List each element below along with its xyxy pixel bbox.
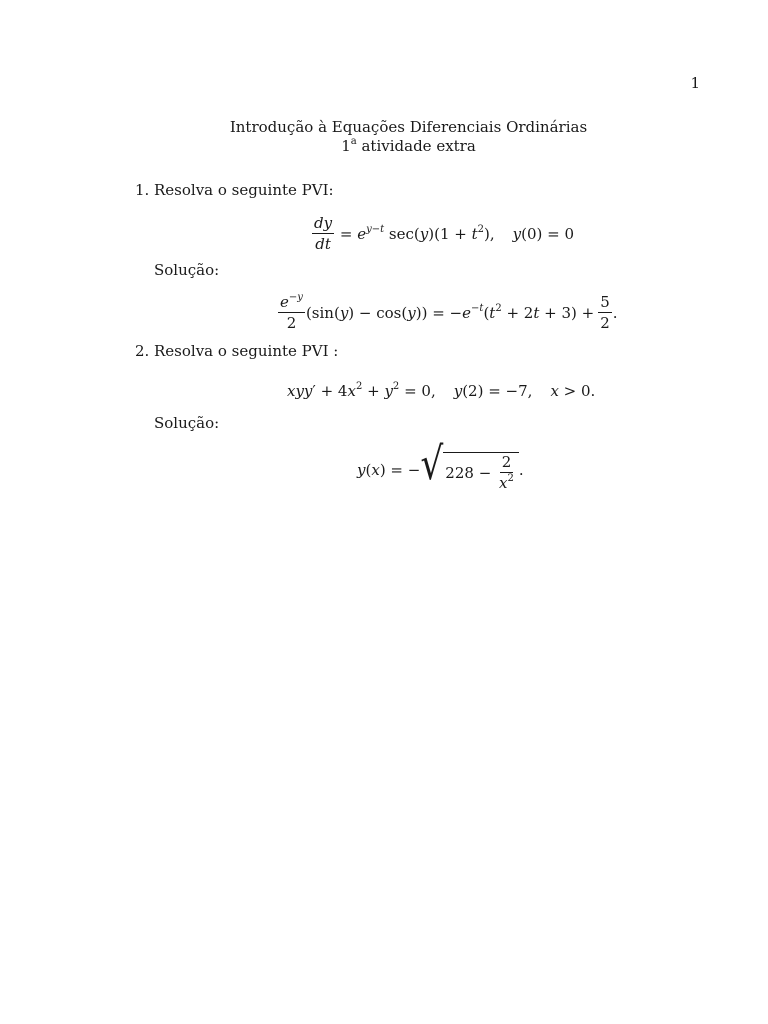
- solution-2: y(x) = − √ 228 − $\frac{2}{x^2}$ .: [357, 438, 524, 492]
- item-1-number: 1.: [135, 181, 150, 199]
- item-1-text: Resolva o seguinte PVI:: [154, 181, 334, 199]
- title-line-1: Introdução à Equações Diferenciais Ordinárias: [229, 118, 588, 136]
- title-line-2: 1$^a$ atividade extra: [341, 136, 476, 155]
- item-2-solution-label: Solução:: [154, 414, 220, 432]
- square-root: √ 228 − $\frac{2}{x^2}$: [420, 448, 519, 492]
- document-title: [0, 118, 768, 156]
- equation-2: $xyy' + 4x^2 + y^2 = 0$, y(2) = −7, x > 0.: [287, 381, 596, 400]
- solution-1: $\frac{e^{-y}}{2}$ $(\sin(y) - \cos(y)) = -e^{-t}(t^2 + 2t + 3)$ + $\frac{5}{2}$ .: [280, 292, 618, 332]
- item-2-text: Resolva o seguinte PVI :: [154, 342, 339, 360]
- page-number: 1: [690, 74, 700, 92]
- item-2-number: 2.: [135, 342, 150, 360]
- item-1-solution-label: Solução:: [154, 261, 220, 279]
- equation-1: $\frac{dy}{dt}$ = $e^{y-t}$ $\sec(y)(1 + t^2)$, y(0) = 0: [314, 214, 575, 253]
